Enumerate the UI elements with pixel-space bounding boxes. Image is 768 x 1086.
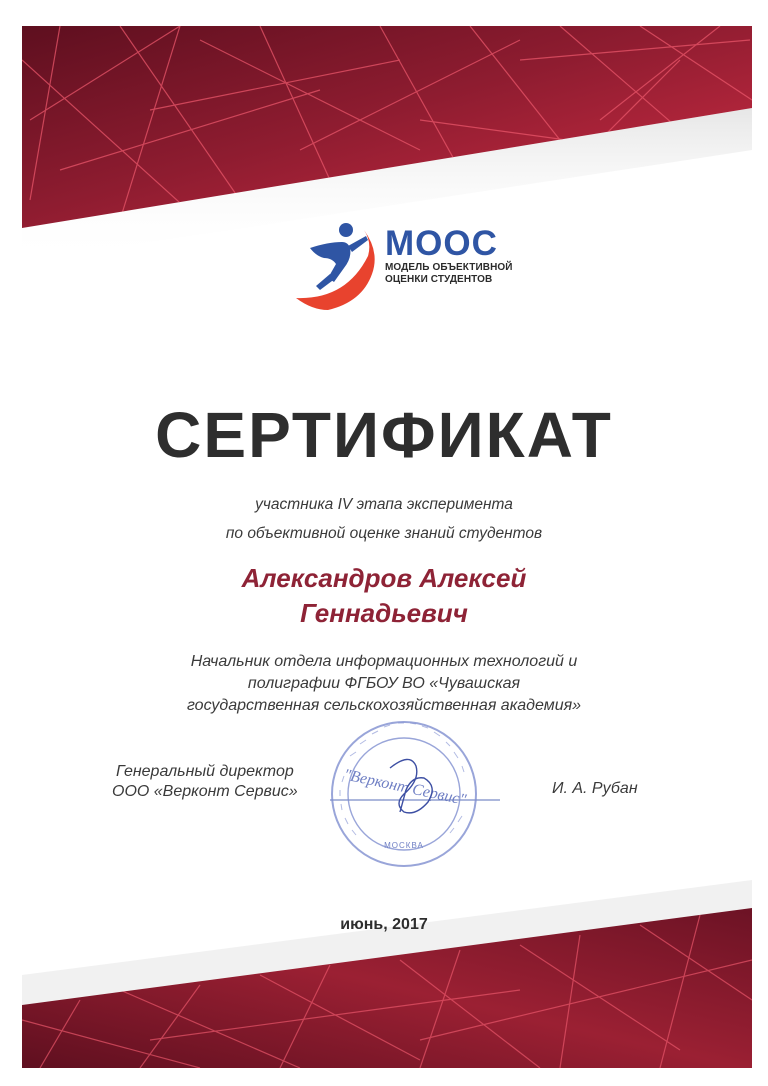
position-line1: Начальник отдела информационных технологий и [190, 653, 578, 670]
logo-subtitle-line1: МОДЕЛЬ ОБЪЕКТИВНОЙ [385, 262, 513, 273]
signatory-title [112, 762, 298, 802]
issue-date: июнь, 2017 [340, 916, 428, 933]
signatory-title-line2: ООО «Верконт Сервис» [112, 783, 298, 800]
subtitle-line2: по объективной оценке знаний студентов [225, 525, 543, 542]
recipient-name-line1: Александров Алексей [241, 563, 527, 593]
certificate-title: СЕРТИФИКАТ [155, 399, 613, 471]
position-line2: полиграфии ФГБОУ ВО «Чувашская [247, 675, 521, 692]
signatory-name: И. А. Рубан [552, 780, 638, 797]
official-stamp [320, 716, 500, 876]
stamp-center-text: "Верконт Сервис" [342, 766, 468, 809]
position-line3: государственная сельскохозяйственная академия» [186, 697, 582, 714]
signatory-title-line1: Генеральный директор [115, 763, 294, 780]
logo-text [385, 226, 513, 286]
logo-subtitle-line2: ОЦЕНКИ СТУДЕНТОВ [385, 274, 493, 285]
logo-title: МООС [385, 224, 498, 263]
subtitle-line1: участника IV этапа эксперимента [255, 496, 513, 513]
recipient-name-line2: Геннадьевич [300, 598, 468, 628]
stamp-bottom-text: МОСКВА [384, 841, 424, 850]
